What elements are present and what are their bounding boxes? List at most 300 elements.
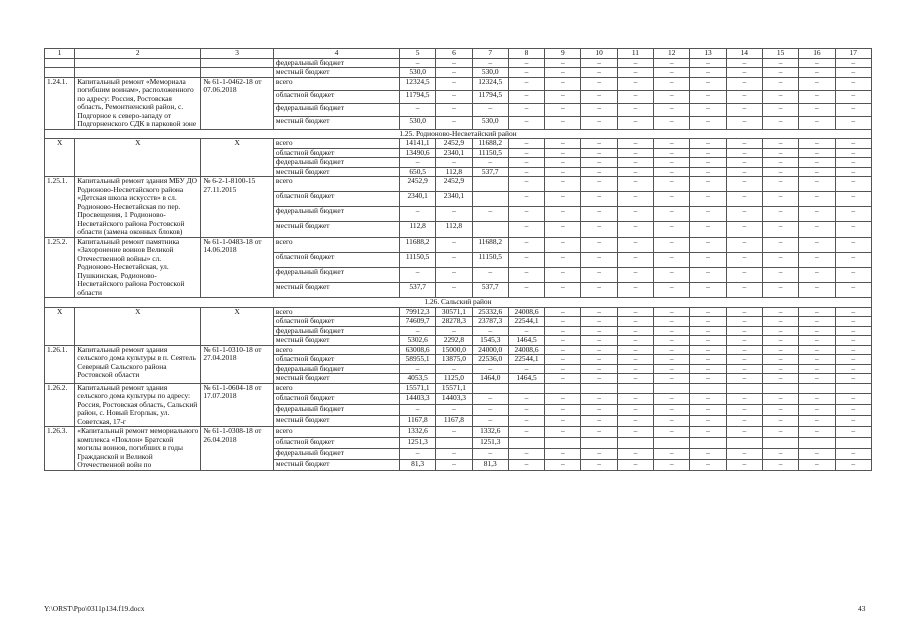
value-cell: – xyxy=(799,237,835,252)
value-cell: 22544,1 xyxy=(508,317,544,327)
value-cell: – xyxy=(762,103,798,116)
value-cell: – xyxy=(690,427,726,438)
value-cell: – xyxy=(762,267,798,282)
value-cell: 112,8 xyxy=(436,222,472,237)
value-cell: 58955,1 xyxy=(399,355,435,365)
value-cell: – xyxy=(508,207,544,222)
value-cell: – xyxy=(654,90,690,103)
value-cell: – xyxy=(762,307,798,317)
value-cell: – xyxy=(508,90,544,103)
value-cell: – xyxy=(654,307,690,317)
value-cell xyxy=(472,383,508,394)
value-cell: 1464,5 xyxy=(508,374,544,384)
value-cell: – xyxy=(835,192,871,207)
value-cell: – xyxy=(690,207,726,222)
value-cell: – xyxy=(617,139,653,149)
value-cell: – xyxy=(581,90,617,103)
value-cell: – xyxy=(690,68,726,78)
value-cell: – xyxy=(508,139,544,149)
value-cell: – xyxy=(436,116,472,129)
value-cell: – xyxy=(690,355,726,365)
document-ref: № 61-1-0462-18 от 07.06.2018 xyxy=(201,77,274,129)
value-cell: – xyxy=(726,326,762,336)
value-cell: – xyxy=(617,427,653,438)
value-cell: – xyxy=(799,77,835,90)
value-cell: 2452,9 xyxy=(399,177,435,192)
section-title: 1.26. Сальский район xyxy=(45,298,872,308)
value-cell: – xyxy=(617,307,653,317)
value-cell: – xyxy=(545,148,581,158)
entry-row xyxy=(45,345,872,355)
value-cell xyxy=(436,437,472,448)
value-cell: – xyxy=(617,207,653,222)
value-cell: – xyxy=(472,416,508,427)
value-cell: – xyxy=(835,237,871,252)
value-cell: – xyxy=(726,222,762,237)
value-cell: – xyxy=(654,336,690,346)
budget-type: местный бюджет xyxy=(273,116,399,129)
value-cell: – xyxy=(762,317,798,327)
value-cell: – xyxy=(835,167,871,177)
value-cell: – xyxy=(799,139,835,149)
empty-cell xyxy=(75,58,201,68)
value-cell: – xyxy=(799,364,835,374)
value-cell: 11150,5 xyxy=(472,252,508,267)
value-cell xyxy=(472,192,508,207)
value-cell: – xyxy=(762,374,798,384)
value-cell: – xyxy=(690,405,726,416)
value-cell: – xyxy=(581,394,617,405)
value-cell: 13875,0 xyxy=(436,355,472,365)
value-cell xyxy=(617,383,653,394)
value-cell: – xyxy=(617,282,653,297)
value-cell: – xyxy=(799,68,835,78)
value-cell: 81,3 xyxy=(399,459,435,470)
value-cell: – xyxy=(799,252,835,267)
value-cell: – xyxy=(690,282,726,297)
header-cell: 16 xyxy=(799,49,835,59)
value-cell: – xyxy=(436,68,472,78)
value-cell: – xyxy=(835,90,871,103)
header-cell: 6 xyxy=(436,49,472,59)
value-cell: – xyxy=(545,336,581,346)
value-cell: – xyxy=(726,77,762,90)
value-cell: – xyxy=(762,90,798,103)
value-cell: 25332,6 xyxy=(472,307,508,317)
entry-row xyxy=(45,139,872,149)
value-cell: – xyxy=(799,317,835,327)
value-cell: – xyxy=(508,77,544,90)
value-cell: – xyxy=(545,307,581,317)
value-cell: – xyxy=(762,116,798,129)
value-cell: 11688,2 xyxy=(472,237,508,252)
value-cell xyxy=(508,437,544,448)
value-cell: – xyxy=(581,207,617,222)
document-ref: Х xyxy=(201,307,274,345)
value-cell: – xyxy=(436,448,472,459)
budget-type: местный бюджет xyxy=(273,336,399,346)
value-cell: – xyxy=(545,58,581,68)
budget-type: местный бюджет xyxy=(273,68,399,78)
value-cell: – xyxy=(835,364,871,374)
value-cell: – xyxy=(762,252,798,267)
value-cell: – xyxy=(617,345,653,355)
value-cell: – xyxy=(581,427,617,438)
value-cell: – xyxy=(581,355,617,365)
value-cell: – xyxy=(654,252,690,267)
value-cell: – xyxy=(581,222,617,237)
value-cell: – xyxy=(762,336,798,346)
value-cell: – xyxy=(508,167,544,177)
value-cell: – xyxy=(436,158,472,168)
value-cell: – xyxy=(436,427,472,438)
value-cell: – xyxy=(690,103,726,116)
value-cell: – xyxy=(762,345,798,355)
value-cell: – xyxy=(690,177,726,192)
value-cell: – xyxy=(617,336,653,346)
value-cell: – xyxy=(399,267,435,282)
section-row xyxy=(45,298,872,308)
value-cell: 537,7 xyxy=(472,167,508,177)
value-cell: 12324,5 xyxy=(399,77,435,90)
value-cell: – xyxy=(436,326,472,336)
budget-type: областной бюджет xyxy=(273,317,399,327)
value-cell xyxy=(762,383,798,394)
value-cell: – xyxy=(617,317,653,327)
value-cell: – xyxy=(799,90,835,103)
value-cell: – xyxy=(726,158,762,168)
empty-cell xyxy=(75,68,201,78)
value-cell: – xyxy=(799,459,835,470)
value-cell: 530,0 xyxy=(399,116,435,129)
value-cell: – xyxy=(436,90,472,103)
value-cell: – xyxy=(690,252,726,267)
value-cell: – xyxy=(545,103,581,116)
value-cell: – xyxy=(545,345,581,355)
budget-type: федеральный бюджет xyxy=(273,364,399,374)
value-cell: – xyxy=(545,237,581,252)
value-cell: – xyxy=(690,116,726,129)
value-cell: – xyxy=(508,58,544,68)
value-cell: – xyxy=(762,167,798,177)
value-cell: 1545,3 xyxy=(472,336,508,346)
budget-type: областной бюджет xyxy=(273,252,399,267)
value-cell: – xyxy=(617,148,653,158)
value-cell: – xyxy=(508,427,544,438)
value-cell: 74609,7 xyxy=(399,317,435,327)
entry-number: 1.25.1. xyxy=(45,177,75,238)
value-cell: – xyxy=(799,394,835,405)
value-cell: – xyxy=(472,158,508,168)
empty-cell xyxy=(45,68,75,78)
value-cell: – xyxy=(545,68,581,78)
value-cell: – xyxy=(799,416,835,427)
value-cell: – xyxy=(654,267,690,282)
entry-number: 1.26.3. xyxy=(45,427,75,471)
value-cell: – xyxy=(726,282,762,297)
value-cell xyxy=(835,383,871,394)
value-cell: – xyxy=(762,58,798,68)
header-cell: 1 xyxy=(45,49,75,59)
value-cell: – xyxy=(690,364,726,374)
value-cell: – xyxy=(799,374,835,384)
value-cell xyxy=(617,437,653,448)
value-cell: 1464,5 xyxy=(508,336,544,346)
object-name: Капитальный ремонт памятника «Захоронение воинов Великой Отечественной войны» сл. Родионово-Несветайская, ул. Пушкинская, Родионово-Несветайского района Ростовской области xyxy=(75,237,201,298)
value-cell: 22544,1 xyxy=(508,355,544,365)
value-cell: – xyxy=(581,267,617,282)
value-cell xyxy=(690,383,726,394)
value-cell: – xyxy=(799,405,835,416)
value-cell: – xyxy=(581,307,617,317)
value-cell: – xyxy=(799,267,835,282)
object-name: «Капитальный ремонт мемориального комплекса «Поклон» Братской могилы воинов, погибших в годы Гражданской и Великой Отечественной войн по xyxy=(75,427,201,471)
value-cell: – xyxy=(726,394,762,405)
value-cell: – xyxy=(654,317,690,327)
value-cell: – xyxy=(762,139,798,149)
value-cell: 2452,9 xyxy=(436,177,472,192)
value-cell: – xyxy=(617,267,653,282)
object-name: Х xyxy=(75,139,201,177)
value-cell: – xyxy=(690,237,726,252)
value-cell: – xyxy=(545,326,581,336)
value-cell xyxy=(726,383,762,394)
value-cell: – xyxy=(762,427,798,438)
budget-type: федеральный бюджет xyxy=(273,207,399,222)
object-name: Х xyxy=(75,307,201,345)
value-cell: – xyxy=(545,167,581,177)
value-cell: 15571,1 xyxy=(399,383,435,394)
value-cell: – xyxy=(617,192,653,207)
value-cell: – xyxy=(581,459,617,470)
value-cell: – xyxy=(508,148,544,158)
value-cell: 2292,8 xyxy=(436,336,472,346)
budget-type: областной бюджет xyxy=(273,192,399,207)
value-cell: – xyxy=(799,158,835,168)
value-cell: – xyxy=(835,355,871,365)
value-cell: – xyxy=(581,364,617,374)
value-cell: – xyxy=(654,405,690,416)
entry-number: Х xyxy=(45,139,75,177)
value-cell: – xyxy=(508,103,544,116)
value-cell: – xyxy=(617,158,653,168)
value-cell: 2340,1 xyxy=(436,192,472,207)
value-cell: – xyxy=(654,282,690,297)
value-cell: – xyxy=(690,222,726,237)
value-cell: – xyxy=(726,307,762,317)
budget-type: федеральный бюджет xyxy=(273,448,399,459)
value-cell: – xyxy=(835,177,871,192)
value-cell: 1251,3 xyxy=(472,437,508,448)
value-cell: – xyxy=(581,282,617,297)
value-cell: – xyxy=(835,158,871,168)
value-cell: – xyxy=(726,58,762,68)
value-cell: 1125,0 xyxy=(436,374,472,384)
entry-number: 1.24.1. xyxy=(45,77,75,129)
value-cell: – xyxy=(472,267,508,282)
value-cell: – xyxy=(545,77,581,90)
value-cell: – xyxy=(690,336,726,346)
value-cell: – xyxy=(690,267,726,282)
value-cell: – xyxy=(545,139,581,149)
value-cell: 1167,8 xyxy=(399,416,435,427)
value-cell: – xyxy=(799,307,835,317)
value-cell: – xyxy=(654,58,690,68)
value-cell xyxy=(654,437,690,448)
section-row xyxy=(45,129,872,139)
value-cell: – xyxy=(581,148,617,158)
value-cell: – xyxy=(436,267,472,282)
value-cell: – xyxy=(726,405,762,416)
value-cell: – xyxy=(762,177,798,192)
value-cell xyxy=(690,437,726,448)
value-cell: – xyxy=(508,177,544,192)
value-cell: – xyxy=(835,448,871,459)
value-cell: – xyxy=(690,90,726,103)
value-cell: – xyxy=(726,68,762,78)
value-cell: – xyxy=(545,317,581,327)
budget-type: федеральный бюджет xyxy=(273,326,399,336)
value-cell: 14403,3 xyxy=(436,394,472,405)
value-cell: – xyxy=(545,459,581,470)
value-cell: – xyxy=(654,77,690,90)
value-cell: – xyxy=(654,207,690,222)
value-cell: – xyxy=(472,58,508,68)
entry-row xyxy=(45,427,872,438)
value-cell: – xyxy=(654,459,690,470)
value-cell: – xyxy=(726,103,762,116)
value-cell: 4053,5 xyxy=(399,374,435,384)
value-cell: – xyxy=(799,116,835,129)
value-cell: – xyxy=(654,116,690,129)
value-cell: – xyxy=(726,237,762,252)
value-cell: – xyxy=(726,345,762,355)
value-cell: – xyxy=(726,459,762,470)
footer-file-path: Y:\ORST\Ppo\0311p134.f19.docx xyxy=(44,604,145,613)
value-cell: – xyxy=(799,326,835,336)
budget-type: местный бюджет xyxy=(273,167,399,177)
header-cell: 4 xyxy=(273,49,399,59)
value-cell: – xyxy=(835,207,871,222)
value-cell: – xyxy=(726,374,762,384)
budget-type: федеральный бюджет xyxy=(273,267,399,282)
value-cell: 11688,2 xyxy=(472,139,508,149)
value-cell: – xyxy=(762,192,798,207)
value-cell: – xyxy=(835,336,871,346)
value-cell: – xyxy=(799,427,835,438)
value-cell: – xyxy=(654,355,690,365)
value-cell: – xyxy=(508,222,544,237)
budget-type: федеральный бюджет xyxy=(273,103,399,116)
value-cell: – xyxy=(545,158,581,168)
value-cell: – xyxy=(726,364,762,374)
value-cell: – xyxy=(508,394,544,405)
value-cell: – xyxy=(581,158,617,168)
value-cell: – xyxy=(726,90,762,103)
value-cell: – xyxy=(581,252,617,267)
value-cell: 1464,0 xyxy=(472,374,508,384)
entry-row xyxy=(45,383,872,394)
value-cell: – xyxy=(726,116,762,129)
value-cell: – xyxy=(399,58,435,68)
value-cell: – xyxy=(508,416,544,427)
value-cell: – xyxy=(545,90,581,103)
value-cell: – xyxy=(545,427,581,438)
value-cell: – xyxy=(545,207,581,222)
value-cell: 112,8 xyxy=(436,167,472,177)
value-cell: – xyxy=(508,237,544,252)
value-cell: – xyxy=(690,448,726,459)
value-cell xyxy=(835,437,871,448)
value-cell: – xyxy=(726,167,762,177)
value-cell: 537,7 xyxy=(399,282,435,297)
value-cell: – xyxy=(472,364,508,374)
value-cell: – xyxy=(654,158,690,168)
budget-type: федеральный бюджет xyxy=(273,58,399,68)
value-cell: – xyxy=(799,207,835,222)
value-cell: – xyxy=(762,282,798,297)
value-cell: 11150,5 xyxy=(399,252,435,267)
value-cell: – xyxy=(690,459,726,470)
value-cell: – xyxy=(399,364,435,374)
value-cell: – xyxy=(835,416,871,427)
value-cell: – xyxy=(472,405,508,416)
value-cell: – xyxy=(581,416,617,427)
budget-type: федеральный бюджет xyxy=(273,405,399,416)
value-cell: – xyxy=(799,336,835,346)
value-cell: – xyxy=(617,237,653,252)
value-cell: – xyxy=(690,158,726,168)
value-cell: – xyxy=(654,237,690,252)
value-cell: 2340,1 xyxy=(436,148,472,158)
value-cell: – xyxy=(654,167,690,177)
value-cell: – xyxy=(581,103,617,116)
value-cell: – xyxy=(472,394,508,405)
value-cell: – xyxy=(726,192,762,207)
value-cell: – xyxy=(654,177,690,192)
value-cell: – xyxy=(581,116,617,129)
budget-type: областной бюджет xyxy=(273,90,399,103)
budget-type: всего xyxy=(273,237,399,252)
value-cell: – xyxy=(762,326,798,336)
value-cell: – xyxy=(545,355,581,365)
entry-row xyxy=(45,307,872,317)
value-cell: – xyxy=(690,345,726,355)
value-cell: – xyxy=(654,139,690,149)
value-cell: 1332,6 xyxy=(399,427,435,438)
value-cell xyxy=(726,437,762,448)
value-cell: – xyxy=(835,345,871,355)
document-ref: № 61-1-0483-18 от 14.06.2018 xyxy=(201,237,274,298)
value-cell: – xyxy=(762,207,798,222)
value-cell xyxy=(581,383,617,394)
value-cell: 530,0 xyxy=(472,116,508,129)
value-cell: – xyxy=(399,207,435,222)
budget-table xyxy=(44,48,872,471)
value-cell: – xyxy=(835,317,871,327)
value-cell: – xyxy=(835,103,871,116)
entry-row xyxy=(45,177,872,192)
value-cell: – xyxy=(436,252,472,267)
empty-cell xyxy=(201,68,274,78)
value-cell: – xyxy=(581,68,617,78)
value-cell: – xyxy=(581,177,617,192)
value-cell: – xyxy=(472,448,508,459)
value-cell: – xyxy=(654,192,690,207)
value-cell: – xyxy=(581,317,617,327)
value-cell: – xyxy=(617,364,653,374)
entry-number: 1.26.1. xyxy=(45,345,75,383)
